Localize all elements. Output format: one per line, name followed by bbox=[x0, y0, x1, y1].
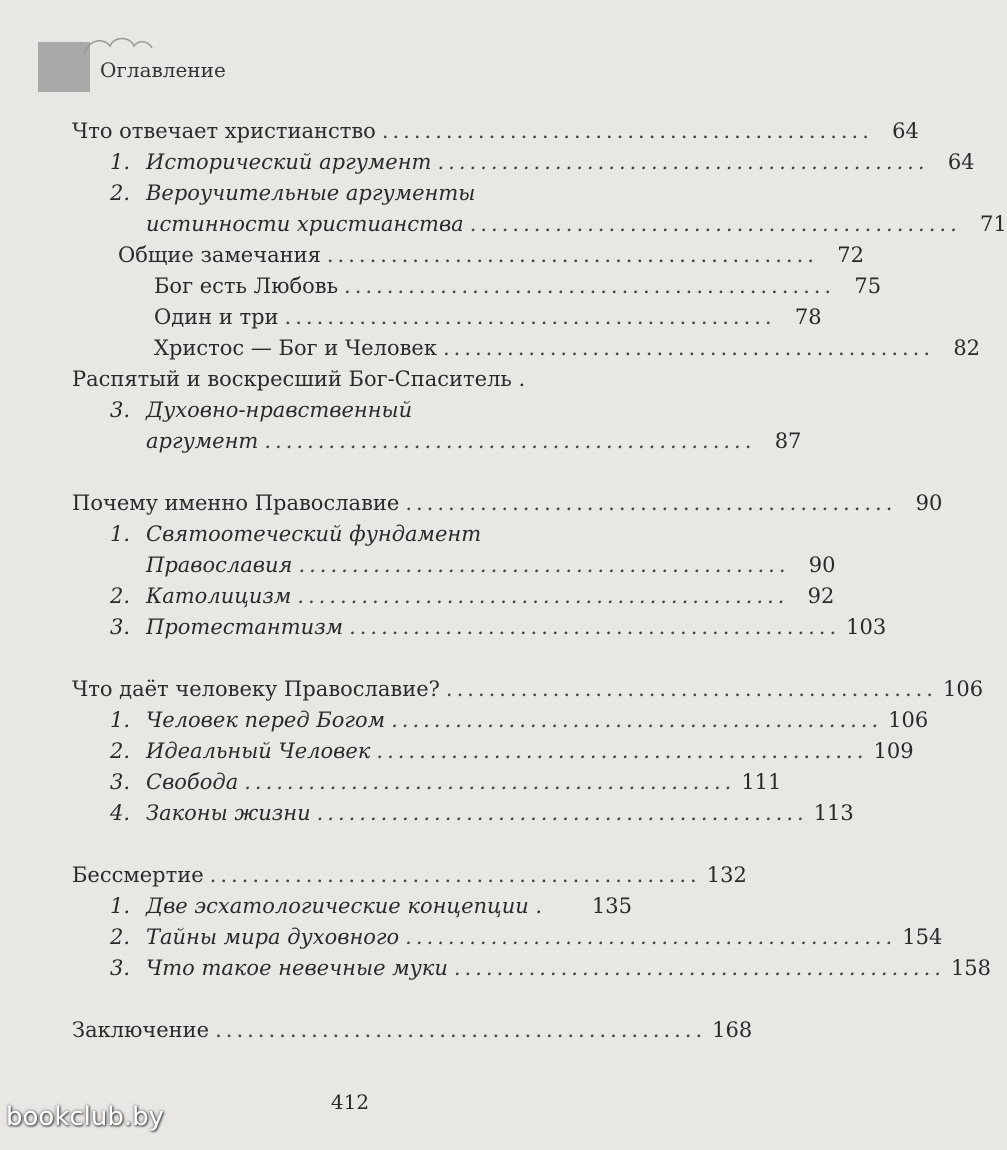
toc-entry[interactable]: 3. Протестантизм .............................................. 103 bbox=[110, 615, 887, 639]
table-of-contents bbox=[72, 116, 1007, 1046]
toc-entry-continued[interactable]: истинности христианства .............................................. 71 bbox=[146, 212, 1007, 236]
toc-entry[interactable]: 3. Духовно-нравственный bbox=[110, 398, 413, 422]
toc-entry-continued[interactable]: аргумент .............................................. 87 bbox=[146, 429, 802, 453]
toc-entry[interactable]: Что даёт человеку Православие? .............................................. 106 bbox=[72, 677, 984, 701]
toc-entry[interactable]: 1. Святоотеческий фундамент bbox=[110, 522, 482, 546]
toc-entry[interactable]: 4. Законы жизни .............................................. 113 bbox=[110, 801, 854, 825]
toc-entry[interactable]: Христос — Бог и Человек .............................................. 82 bbox=[154, 336, 981, 360]
toc-entry[interactable]: 2. Католицизм .............................................. 92 bbox=[110, 584, 835, 608]
toc-entry[interactable]: 2. Тайны мира духовного .............................................. 154 bbox=[110, 925, 943, 949]
toc-entry[interactable]: Бессмертие .............................................. 132 bbox=[72, 863, 747, 887]
toc-entry[interactable]: Распятый и воскресший Бог-Спаситель . bbox=[72, 367, 526, 391]
toc-entry[interactable]: Общие замечания .............................................. 72 bbox=[118, 243, 864, 267]
toc-entry[interactable]: 1. Исторический аргумент .............................................. 64 bbox=[110, 150, 975, 174]
toc-entry[interactable]: Что отвечает христианство .............................................. 64 bbox=[72, 119, 919, 143]
toc-entry[interactable]: 3. Свобода .............................................. 111 bbox=[110, 770, 782, 794]
toc-entry[interactable]: Почему именно Православие .............................................. 90 bbox=[72, 491, 943, 515]
toc-entry[interactable]: Бог есть Любовь .............................................. 75 bbox=[154, 274, 882, 298]
toc-entry[interactable]: 2. Идеальный Человек .............................................. 109 bbox=[110, 739, 914, 763]
watermark-logo: bookclub.by bbox=[6, 1102, 165, 1132]
toc-entry[interactable]: 1. Человек перед Богом .............................................. 106 bbox=[110, 708, 929, 732]
toc-entry[interactable]: Один и три .............................................. 78 bbox=[154, 305, 822, 329]
toc-entry[interactable]: 1. Две эсхатологические концепции . 135 bbox=[110, 894, 632, 918]
toc-entry[interactable]: Заключение .............................................. 168 bbox=[72, 1018, 753, 1042]
toc-entry-continued[interactable]: Православия .............................................. 90 bbox=[146, 553, 836, 577]
toc-entry[interactable]: 3. Что такое невечные муки .............................................. 158 bbox=[110, 956, 992, 980]
toc-entry[interactable]: 2. Вероучительные аргументы bbox=[110, 181, 476, 205]
section-title: Оглавление bbox=[100, 58, 226, 82]
page-number: 412 bbox=[330, 1090, 370, 1114]
